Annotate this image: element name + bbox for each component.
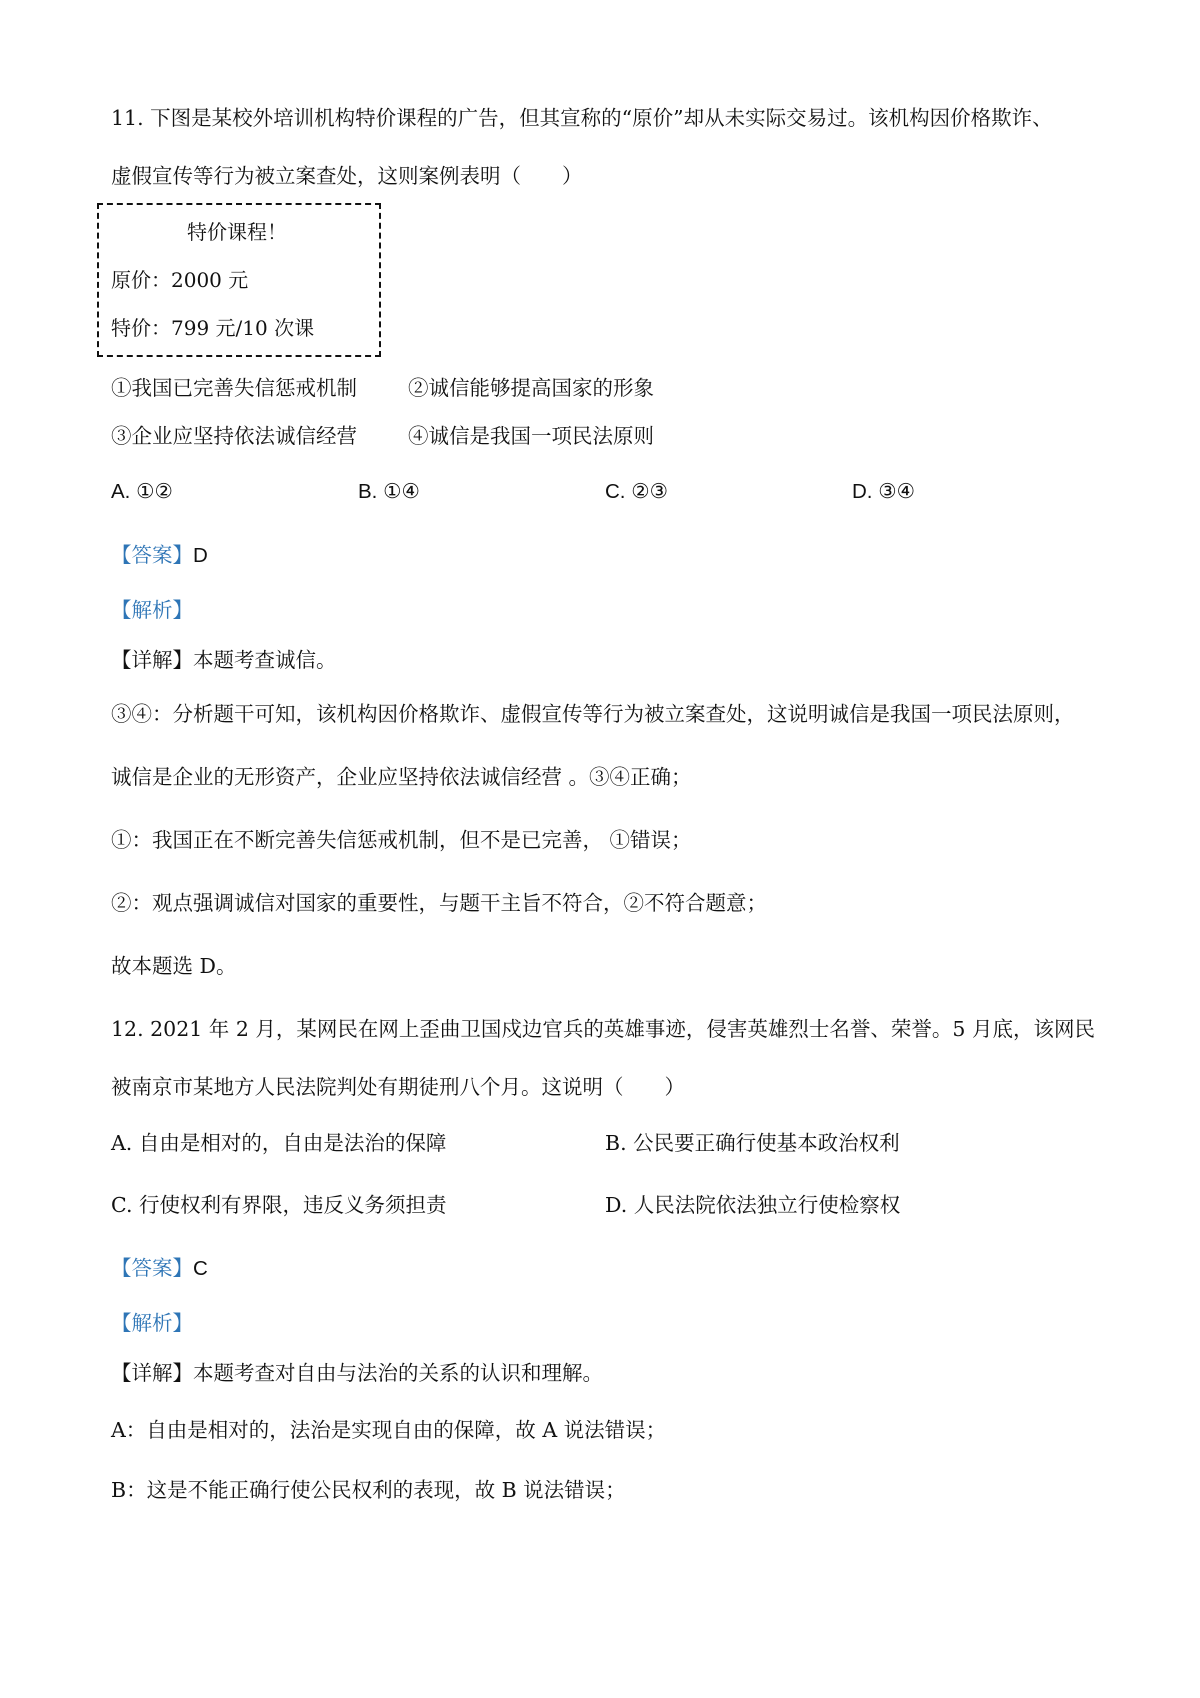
q11-option-c: C. ②③ xyxy=(605,480,668,503)
q11-detail-line-5: ②：观点强调诚信对国家的重要性，与题干主旨不符合，②不符合题意； xyxy=(111,891,767,915)
q12-analysis-tag: 【解析】 xyxy=(111,1311,193,1335)
q12-option-a: A. 自由是相对的，自由是法治的保障 xyxy=(111,1131,447,1155)
q12-answer xyxy=(111,1254,208,1283)
q11-detail-line-2: ③④：分析题干可知，该机构因价格欺诈、虚假宣传等行为被立案查处，这说明诚信是我国一项民法原则， xyxy=(111,702,1075,726)
q11-option-d: D. ③④ xyxy=(852,480,915,503)
q12-stem-line-2: 被南京市某地方人民法院判处有期徒刑八个月。这说明（ ） xyxy=(111,1075,685,1099)
q11-stem-line-1: 11. 下图是某校外培训机构特价课程的广告，但其宣称的“原价”却从未实际交易过。该机构因价格欺诈、 xyxy=(111,106,1053,130)
q12-option-c: C. 行使权利有界限，违反义务须担责 xyxy=(111,1193,447,1217)
q11-stem-line-2: 虚假宣传等行为被立案查处，这则案例表明（ ） xyxy=(111,164,583,188)
q11-detail-line-3: 诚信是企业的无形资产，企业应坚持依法诚信经营 。③④正确； xyxy=(111,765,692,789)
q11-statement-2: ②诚信能够提高国家的形象 xyxy=(408,376,654,400)
q11-answer-value: D xyxy=(193,544,208,567)
ad-original-price: 原价：2000 元 xyxy=(111,268,249,292)
q11-detail-line-6: 故本题选 D。 xyxy=(111,954,237,978)
ad-title: 特价课程！ xyxy=(187,220,287,244)
q11-answer xyxy=(111,541,208,570)
q12-detail-line-2: A：自由是相对的，法治是实现自由的保障，故 A 说法错误； xyxy=(111,1418,667,1442)
q11-detail-line-1: 【详解】本题考查诚信。 xyxy=(111,648,337,672)
q12-stem-line-1: 12. 2021 年 2 月，某网民在网上歪曲卫国戍边官兵的英雄事迹，侵害英雄烈士名誉、荣誉。5 月底，该网民 xyxy=(111,1017,1095,1041)
q12-option-d: D. 人民法院依法独立行使检察权 xyxy=(605,1193,901,1217)
ad-special-price: 特价：799 元/10 次课 xyxy=(111,316,315,340)
q11-answer-tag: 【答案】 xyxy=(111,543,193,567)
q11-statement-1: ①我国已完善失信惩戒机制 xyxy=(111,376,357,400)
q12-detail-line-3: B：这是不能正确行使公民权利的表现，故 B 说法错误； xyxy=(111,1478,626,1502)
q11-option-a: A. ①② xyxy=(111,480,173,503)
q11-statement-3: ③企业应坚持依法诚信经营 xyxy=(111,424,357,448)
q11-option-b: B. ①④ xyxy=(358,480,420,503)
q11-detail-line-4: ①：我国正在不断完善失信惩戒机制，但不是已完善， ①错误； xyxy=(111,828,692,852)
q12-option-b: B. 公民要正确行使基本政治权利 xyxy=(605,1131,900,1155)
q11-statement-4: ④诚信是我国一项民法原则 xyxy=(408,424,654,448)
ad-box xyxy=(97,203,381,357)
q11-analysis-tag: 【解析】 xyxy=(111,598,193,622)
q12-answer-tag: 【答案】 xyxy=(111,1256,193,1280)
q12-detail-line-1: 【详解】本题考查对自由与法治的关系的认识和理解。 xyxy=(111,1361,603,1385)
q12-answer-value: C xyxy=(193,1257,208,1280)
